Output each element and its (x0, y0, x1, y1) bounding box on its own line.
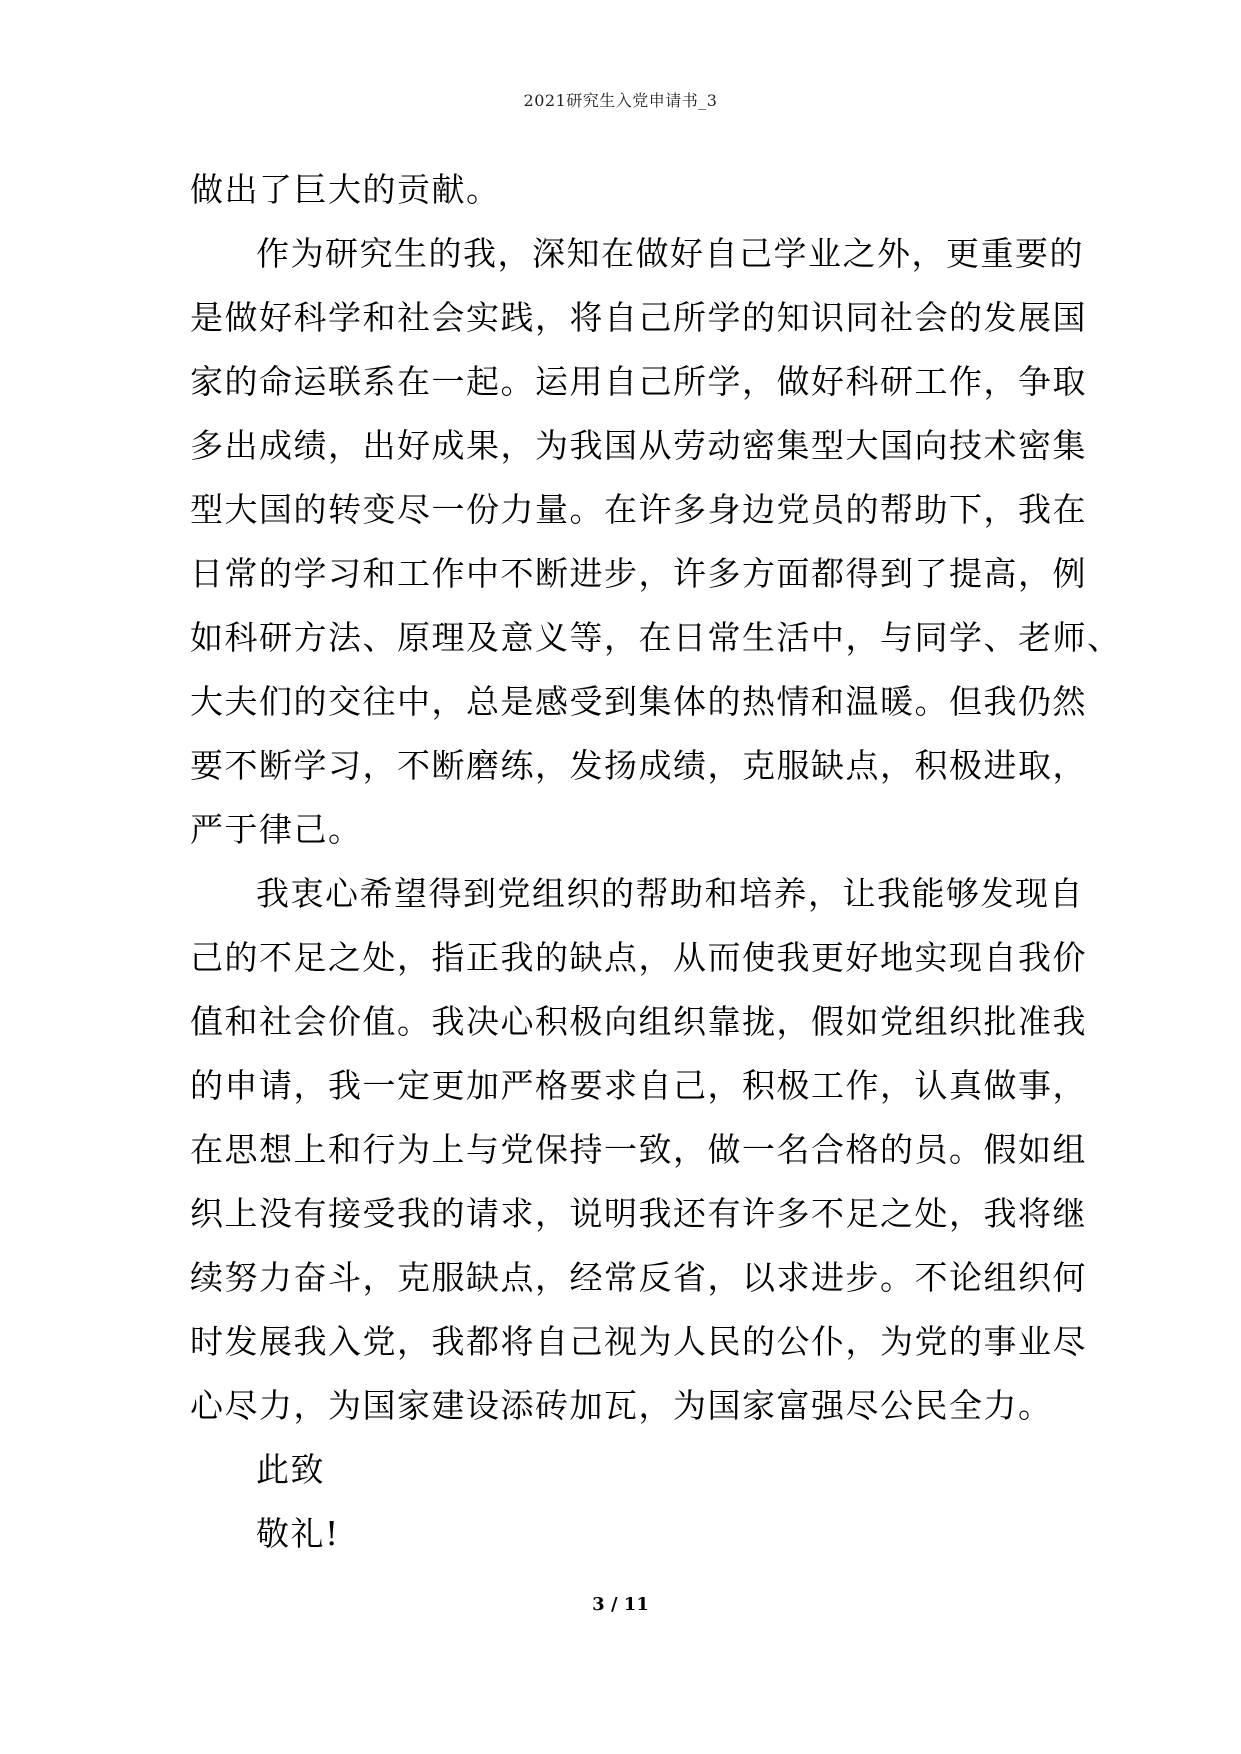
text-line: 家的命运联系在一起。运用自己所学，做好科研工作，争取 (190, 362, 1087, 401)
paragraph-start-line: 我衷心希望得到党组织的帮助和培养，让我能够发现自 (256, 874, 1084, 913)
text-line: 要不断学习，不断磨练，发扬成绩，克服缺点，积极进取， (190, 746, 1087, 785)
page-number: 3 / 11 (592, 1594, 649, 1615)
text-line: 做出了巨大的贡献。 (190, 170, 501, 209)
text-line: 织上没有接受我的请求，说明我还有许多不足之处，我将继 (190, 1194, 1087, 1233)
paragraph-start-line: 作为研究生的我，深知在做好自己学业之外，更重要的 (256, 234, 1084, 273)
page-header-title: 2021研究生入党申请书_3 (523, 91, 718, 110)
text-line: 型大国的转变尽一份力量。在许多身边党员的帮助下，我在 (190, 490, 1087, 529)
document-body (190, 158, 1122, 1566)
closing-salutation: 此致 (256, 1450, 325, 1489)
text-line: 日常的学习和工作中不断进步，许多方面都得到了提高，例 (190, 554, 1087, 593)
text-line: 值和社会价值。我决心积极向组织靠拢，假如党组织批准我 (190, 1002, 1087, 1041)
text-line: 是做好科学和社会实践，将自己所学的知识同社会的发展国 (190, 298, 1087, 337)
closing-regards: 敬礼! (256, 1514, 340, 1553)
text-line: 心尽力，为国家建设添砖加瓦，为国家富强尽公民全力。 (190, 1386, 1053, 1425)
text-line: 续努力奋斗，克服缺点，经常反省，以求进步。不论组织何 (190, 1258, 1087, 1297)
text-line: 己的不足之处，指正我的缺点，从而使我更好地实现自我价 (190, 938, 1087, 977)
text-line: 在思想上和行为上与党保持一致，做一名合格的员。假如组 (190, 1130, 1087, 1169)
text-line: 严于律己。 (190, 810, 363, 849)
text-line: 时发展我入党，我都将自己视为人民的公仆，为党的事业尽 (190, 1322, 1087, 1361)
text-line: 如科研方法、原理及意义等，在日常生活中，与同学、老师、 (190, 618, 1122, 657)
text-line: 的申请，我一定更加严格要求自己，积极工作，认真做事， (190, 1066, 1087, 1105)
text-line: 多出成绩，出好成果，为我国从劳动密集型大国向技术密集 (190, 426, 1087, 465)
text-line: 大夫们的交往中，总是感受到集体的热情和温暖。但我仍然 (190, 682, 1087, 721)
